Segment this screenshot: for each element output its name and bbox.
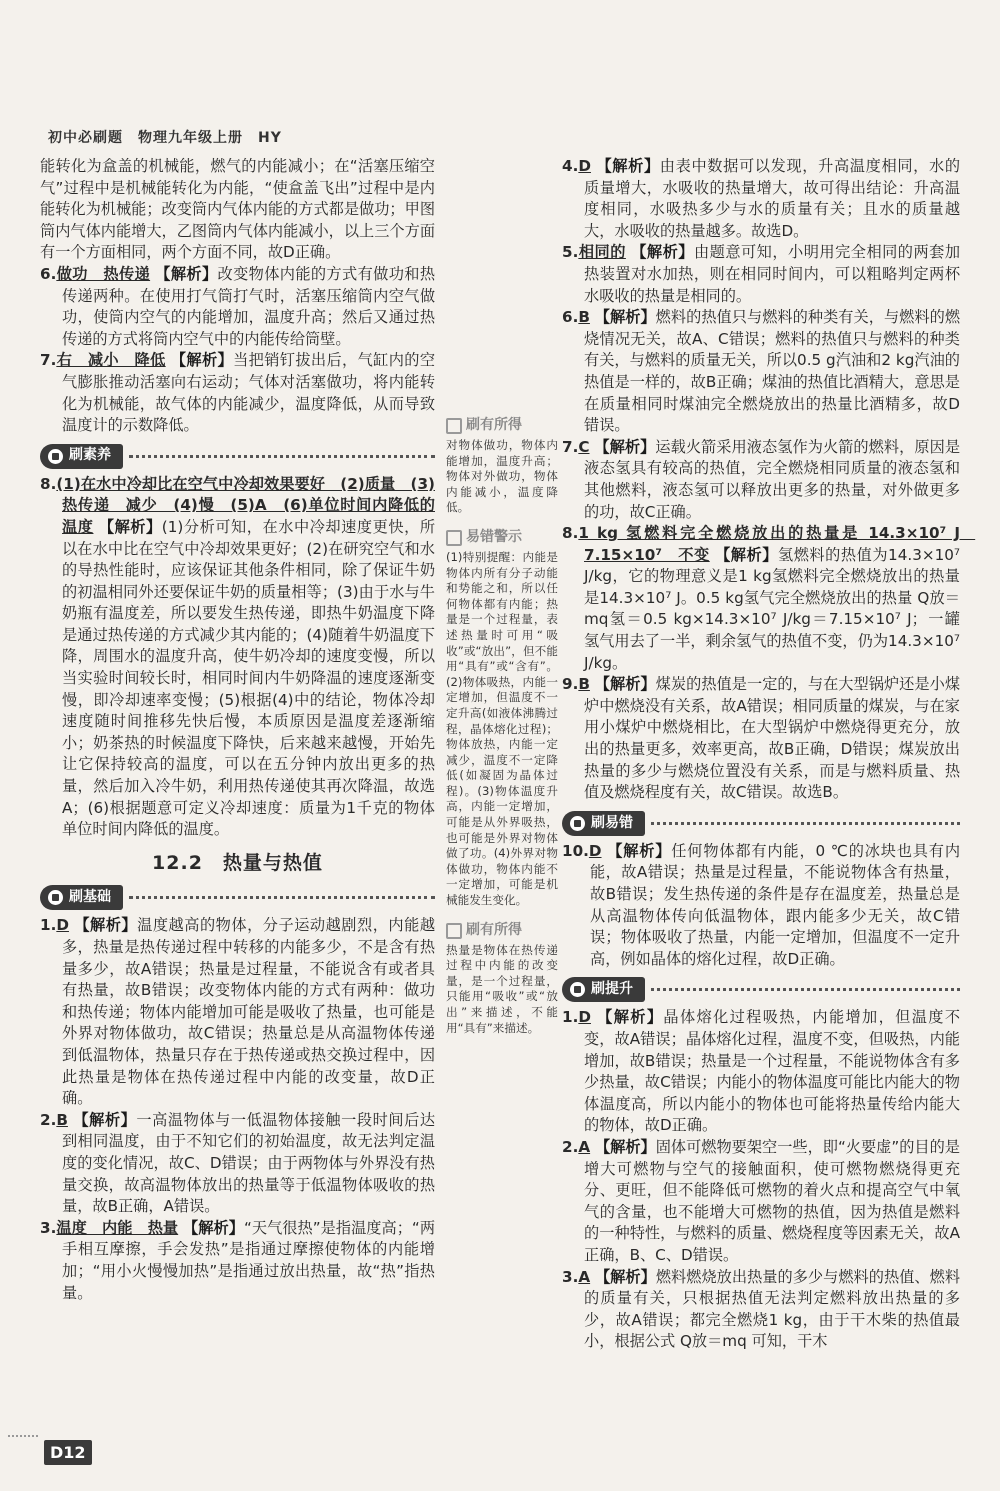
side-note-heading — [446, 530, 558, 546]
answer-key: B — [56, 1110, 68, 1129]
answer-key: 相同的 — [578, 243, 626, 262]
dotted-divider — [129, 455, 435, 458]
question-number: 2. — [40, 1110, 57, 1129]
analysis-tag: 【解析】 — [170, 351, 234, 370]
note-icon — [446, 418, 462, 434]
answer-key: A — [578, 1137, 591, 1156]
right-column — [562, 156, 976, 1353]
advance-answer-1 — [562, 1007, 960, 1137]
question-number: 3. — [40, 1218, 57, 1237]
basic-answer-1 — [40, 915, 435, 1109]
question-number: 6. — [40, 264, 57, 283]
banner-label: 刷提升 — [591, 981, 633, 998]
answer-5 — [562, 242, 960, 307]
answer-key: (1)在水中冷却比在空气中冷却效果要好 (2)质量 (3)热传递 减少 (4)慢 (5)A (6)单位时间内降低的温度 — [56, 474, 435, 536]
banner-badge — [40, 444, 123, 469]
analysis-tag: 【解析】 — [594, 1137, 656, 1156]
book-icon — [48, 449, 63, 464]
analysis-tag: 【解析】 — [183, 1218, 244, 1237]
answer-key: D — [588, 841, 602, 860]
answer-key: 右 减小 降低 — [56, 351, 166, 370]
intro-paragraph: 能转化为盒盖的机械能，燃气的内能减小；在“活塞压缩空气”过程中是机械能转化为内能，“使盒盖飞出”过程中是内能转化为机械能；改变筒内气体内能的方式都是做功；甲图筒内气体内能增大，乙图筒内气体内能减小，以上三个方面有一个方面相同，两个方面不同，故D正确。 — [40, 157, 435, 262]
book-icon — [48, 890, 63, 905]
question-number: 1. — [40, 916, 57, 935]
section-title: 12.2 热量与热值 — [152, 851, 323, 874]
question-number: 6. — [562, 308, 579, 327]
banner-badge — [562, 977, 645, 1002]
answer-10 — [562, 841, 960, 971]
question-number: 3. — [562, 1267, 579, 1286]
question-number: 8. — [562, 524, 579, 543]
analysis-text: 燃料燃烧放出热量的多少与燃料的热值、燃料的质量有关，只根据热值无法判定燃料放出热量的多少，故A错误；都完全燃烧1 kg，由于干木柴的热值最小，根据公式 Q放＝mq 可知，干木 — [584, 1267, 961, 1351]
analysis-text: 一高温物体与一低温物体接触一段时间后达到相同温度，由于不知它们的初始温度，故无法判定温度的变化情况，故C、D错误；由于两物体与外界没有热量交换，故高温物体放出的热量等于低温物体吸收的热量，故B正确，A错误。 — [62, 1110, 435, 1216]
analysis-text: 当把销钉拔出后，气缸内的空气膨胀推动活塞向右运动；气体对活塞做功，将内能转化为机械能，故气体的内能减少，温度降低，从而导致温度计的示数降低。 — [62, 351, 436, 435]
question-number: 5. — [562, 243, 579, 262]
analysis-tag: 【解析】 — [594, 308, 656, 327]
question-number: 7. — [562, 437, 579, 456]
banner-label: 刷素养 — [69, 447, 111, 464]
side-note-text: 热量是物体在热传递过程中内能的改变量，是一个过程量，只能用“吸收”或“放出”来描述，不能用“具有”来描述。 — [446, 942, 558, 1035]
left-column — [40, 156, 435, 1304]
side-heading-label: 易错警示 — [466, 529, 522, 546]
analysis-text: 运载火箭采用液态氢作为火箭的燃料，原因是液态氢具有较高的热值，完全燃烧相同质量的液态氢和其他燃料，液态氢可以释放出更多的热量，对外做更多的功，故C正确。 — [584, 437, 961, 521]
analysis-text: 温度越高的物体，分子运动越剧烈，内能越多，热量是热传递过程中转移的内能多少，不是含有热量多少，故A错误；热量是过程量，不能说含有或者具有热量，故B错误；改变物体内能的方式有两种：做功和热传递；物体内能增加可能是吸收了热量，也可能是外界对物体做功，故C错误；热量总是从高温物体传递到低温物体，热量只存在于热传递或热交换过程中，因此热量是物体在热传递过程中内能的改变量，故D正确。 — [62, 916, 436, 1108]
corner-decoration — [8, 1435, 38, 1437]
analysis-tag: 【解析】 — [631, 243, 694, 262]
section-banner-mistakes — [562, 810, 960, 837]
answer-key: A — [578, 1267, 591, 1286]
side-heading-label: 刷有所得 — [466, 417, 522, 434]
basic-answer-3 — [40, 1218, 435, 1304]
side-note-text: (1)特别提醒：内能是物体内所有分子动能和势能之和，所以任何物体都有内能；热量是一个过程量，表述热量时可用“吸收”或“放出”，但不能用“具有”或“含有”。(2)物体吸热，内能一定增加，但温度不一定升高(如液体沸腾过程，晶体熔化过程)；物体放热，内能一定减少，温度不一定降低(如凝固为晶体过程)。(3)物体温度升高，内能一定增加，可能是从外界吸热，也可能是外界对物体做了功。(4)外界对物体做功，物体内能不一定增加，可能是机械能发生变化。 — [446, 549, 558, 908]
advance-answer-3 — [562, 1267, 960, 1353]
section-banner-advance — [562, 976, 960, 1003]
answer-key: 1 kg 氢燃料完全燃烧放出的热量是 14.3×10⁷ J 7.15×10⁷ 不变 — [578, 524, 976, 564]
analysis-tag: 【解析】 — [715, 545, 778, 564]
analysis-text: (1)分析可知，在水中冷却速度更快，所以在水中比在空气中冷却效果更好；(2)在研究空气和水的导热性能时，应该保证其他条件相同，除了保证牛奶的初温相同外还要保证牛奶的质量相等；(3)由于水与牛奶瓶有温度差，所以要发生热传递，即热牛奶温度下降是通过热传递的方式减少其内能的；(4)随着牛奶温度下降，周围水的温度升高，使牛奶冷却的速度变慢，所以当实验时间较长时，相同时间内牛奶降温的速度逐渐变慢，即冷却速率变慢；(5)根据(4)中的结论，物体冷却速度随时间推移先快后慢，本质原因是温度差逐渐缩小；奶茶热的时候温度下降快，后来越来越慢，开始先让它保持较高的温度，可以在五分钟内放出更多的热量，然后加入冷牛奶，利用热传递使其再次降温，故选A；(6)根据题意可定义冷却速度：质量为1千克的物体单位时间内降低的温度。 — [62, 517, 436, 839]
analysis-text: “天气很热”是指温度高；“两手相互摩擦，手会发热”是指通过摩擦使物体的内能增加；“用小火慢慢加热”是指通过放出热量，故“热”指热量。 — [62, 1218, 436, 1302]
answer-key: C — [578, 437, 590, 456]
advance-answer-2 — [562, 1137, 960, 1267]
question-number: 1. — [562, 1008, 579, 1027]
basic-answer-2 — [40, 1110, 435, 1218]
analysis-text: 煤炭的热值是一定的，与在大型锅炉还是小煤炉中燃烧没有关系，故A错误；相同质量的煤炭，与在家用小煤炉中燃烧相比，在大型锅炉中燃烧得更充分，放出的热量更多，效率更高，故B正确，D错误；煤炭放出热量的多少与燃烧位置没有关系，而是与燃料质量、热值及燃烧程度有关，故C错误。故选B。 — [584, 675, 960, 802]
answer-key: D — [56, 916, 69, 935]
analysis-tag: 【解析】 — [596, 157, 660, 175]
analysis-text: 氢燃料的热值为14.3×10⁷ J/kg，它的物理意义是1 kg氢燃料完全燃烧放出的热量是14.3×10⁷ J。0.5 kg氢气完全燃烧放出的热量 Q放＝mq氢＝0.5 kg×14.3×10⁷ J/kg＝7.15×10⁷ J；一罐氢气用去了一半，剩余氢气的热值不变，仍为14.3×10⁷ J/kg。 — [584, 545, 961, 672]
question-number: 4. — [562, 157, 579, 175]
book-icon — [570, 982, 585, 997]
answer-key: 温度 内能 热量 — [56, 1218, 179, 1237]
answer-key: D — [578, 157, 591, 175]
answer-7 — [40, 350, 435, 436]
answer-key: B — [578, 675, 590, 694]
analysis-text: 由表中数据可以发现，升高温度相同，水的质量增大，水吸收的热量增大，故可得出结论：升高温度相同，水吸热多少与水的质量有关；且水的质量越大，水吸收的热量越多。故选D。 — [584, 157, 961, 240]
answer-6 — [40, 264, 435, 350]
analysis-tag: 【解析】 — [594, 1267, 656, 1286]
analysis-tag: 【解析】 — [594, 675, 656, 694]
banner-badge — [40, 885, 123, 910]
side-note-heading — [446, 923, 558, 939]
answer-key: 做功 热传递 — [56, 264, 151, 283]
side-note-heading — [446, 418, 558, 434]
section-banner-literacy — [40, 443, 435, 470]
analysis-tag: 【解析】 — [607, 841, 672, 860]
side-note-text: 对物体做功，物体内能增加，温度升高；物体对外做功，物体内能减小，温度降低。 — [446, 438, 558, 515]
answer-9 — [562, 674, 960, 804]
analysis-text: 任何物体都有内能，0 ℃的冰块也具有内能，故A错误；热量是过程量，不能说物体含有热量，故B错误；发生热传递的条件是存在温度差，热量总是从高温物体传向低温物体，跟内能多少无关，故C错误；物体吸收了热量，内能一定增加，但温度不一定升高，例如晶体的熔化过程，故D正确。 — [590, 841, 961, 968]
dotted-divider — [651, 988, 960, 991]
banner-label: 刷易错 — [591, 814, 633, 831]
dotted-divider — [651, 822, 960, 825]
answer-7-right — [562, 437, 960, 523]
answer-key: B — [578, 308, 590, 327]
analysis-tag: 【解析】 — [597, 1008, 664, 1027]
page-number: D12 — [44, 1440, 92, 1465]
answer-key: D — [578, 1008, 591, 1027]
analysis-text: 改变物体内能的方式有做功和热传递两种。在使用打气筒打气时，活塞压缩筒内空气做功，使筒内空气的内能增加，温度升高；然后又通过热传递的方式将筒内空气中的内能传给筒壁。 — [62, 264, 436, 348]
banner-label: 刷基础 — [69, 889, 111, 906]
analysis-text: 固体可燃物要架空一些，即“火要虚”的目的是增大可燃物与空气的接触面积，使可燃物燃烧得更充分、更旺，但不能降低可燃物的着火点和提高空气中氧气的含量，也不能增大可燃物的热值，因为热值是燃料的一种特性，与燃料的质量、燃烧程度等因素无关，故A正确，B、C、D错误。 — [584, 1137, 960, 1264]
page-header: 初中必刷题 物理九年级上册 HY — [48, 130, 282, 146]
answer-8 — [40, 474, 435, 841]
answer-6-right — [562, 307, 960, 437]
analysis-text: 燃料的热值只与燃料的种类有关，与燃料的燃烧情况无关，故A、C错误；燃料的热值只与燃料的种类有关，与燃料的质量无关，所以0.5 g汽油和2 kg汽油的热值是一样的，故B正确；煤油的热值比酒精大，意思是在质量相同时煤油完全燃烧放出的热量比酒精多，故D错误。 — [584, 308, 960, 435]
analysis-text: 晶体熔化过程吸热，内能增加，但温度不变，故A错误；晶体熔化过程，温度不变，但吸热，内能增加，故B错误；热量是一个过程量，不能说物体含有多少热量，故C错误；内能小的物体温度可能比内能大的物体温度高，所以内能小的物体也可能将热量传给内能大的物体，故D正确。 — [584, 1008, 961, 1135]
side-heading-label: 刷有所得 — [466, 921, 522, 938]
question-number: 10. — [562, 841, 589, 860]
question-number: 2. — [562, 1137, 579, 1156]
analysis-tag: 【解析】 — [98, 517, 162, 536]
section-banner-basic — [40, 884, 435, 911]
answer-4 — [562, 156, 960, 242]
question-number: 9. — [562, 675, 579, 694]
warning-icon — [446, 530, 462, 546]
analysis-text: 由题意可知，小明用完全相同的两套加热装置对水加热，则在相同时间内，可以粗略判定两杯水吸收的热量是相同的。 — [584, 243, 961, 305]
answer-8-right — [562, 523, 976, 674]
dotted-divider — [129, 896, 435, 899]
question-number: 8. — [40, 474, 57, 493]
question-number: 7. — [40, 351, 57, 370]
analysis-tag: 【解析】 — [74, 916, 138, 935]
analysis-tag: 【解析】 — [594, 437, 656, 456]
book-icon — [570, 816, 585, 831]
analysis-tag: 【解析】 — [73, 1110, 137, 1129]
note-icon — [446, 923, 462, 939]
side-notes-column — [446, 418, 558, 1050]
analysis-tag: 【解析】 — [155, 264, 218, 283]
banner-badge — [562, 811, 645, 836]
